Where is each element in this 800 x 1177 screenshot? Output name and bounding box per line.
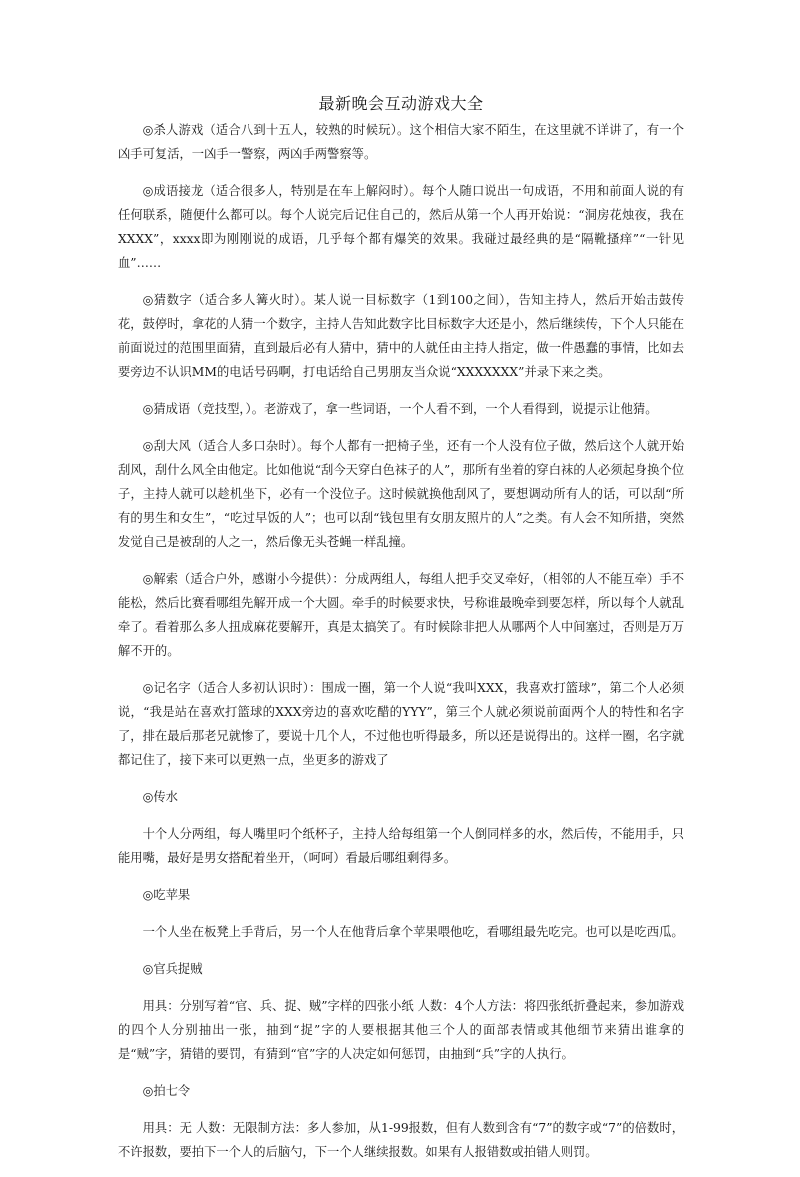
paragraph-idiom-chain: ◎成语接龙（适合很多人，特别是在车上解闷时）。每个人随口说出一句成语，不用和前面人说的有任何联系，随便什么都可以。每个人说完后记住自己的，然后从第一个人再开始说：“洞房花烛夜，我在XXXX”，xxxx即为刚刚说的成语，几乎每个都有爆笑的效果。我碰过最经典的是“隔靴搔痒”“一针见血”…… <box>118 184 684 270</box>
paragraph-strong-wind: ◎刮大风（适合人多口杂时）。每个人都有一把椅子坐，还有一个人没有位子做，然后这个人就开始刮风，刮什么风全由他定。比如他说“刮今天穿白色袜子的人”，那所有坐着的穿白袜的人必须起身换个位子，主持人就可以趁机坐下，必有一个没位子。这时候就换他刮风了，要想调动所有人的话，可以刮“所有的男生和女生”，“吃过早饭的人”；也可以刮“钱包里有女朋友照片的人”之类。有人会不知所措，突然发觉自己是被刮的人之一，然后像无头苍蝇一样乱撞。 <box>118 439 684 549</box>
paragraph-guess-idiom: ◎猜成语（竞技型，）。老游戏了，拿一些词语，一个人看不到，一个人看得到，说提示让他猜。 <box>142 402 658 416</box>
heading-pass-water: ◎传水 <box>142 790 178 804</box>
paragraph-catch-thief: 用具：分别写着“官、兵、捉、贼”字样的四张小纸 人数：4个人方法：将四张纸折叠起来，参加游戏的四个人分别抽出一张，抽到“捉”字的人要根据其他三个人的面部表情或其他细节来猜出谁拿的是“贼”字，猜错的要罚，有猜到“官”字的人决定如何惩罚，由抽到“兵”字的人执行。 <box>118 999 684 1061</box>
heading-eat-apple: ◎吃苹果 <box>142 888 191 902</box>
heading-clap-seven: ◎拍七令 <box>142 1084 191 1098</box>
heading-catch-thief: ◎官兵捉贼 <box>142 962 203 976</box>
paragraph-untie-rope: ◎解索（适合户外，感谢小今提供）：分成两组人，每组人把手交叉牵好，（相邻的人不能互牵）手不能松，然后比赛看哪组先解开成一个大圆。牵手的时候要求快，号称谁最晚牵到要怎样，所以每个人就乱牵了。看着那么多人扭成麻花要解开，真是太搞笑了。有时候除非把人从哪两个人中间塞过，否则是万万解不开的。 <box>118 572 684 658</box>
document-title: 最新晚会互动游戏大全 <box>318 94 484 113</box>
paragraph-pass-water: 十个人分两组，每人嘴里叼个纸杯子，主持人给每组第一个人倒同样多的水，然后传，不能用手，只能用嘴，最好是男女搭配着坐开，（呵呵）看最后哪组剩得多。 <box>118 827 684 865</box>
paragraph-remember-names: ◎记名字（适合人多初认识时）：围成一圈，第一个人说“我叫XXX，我喜欢打篮球”，第二个人必须说，“我是站在喜欢打篮球的XXX旁边的喜欢吃醋的YYY”，第三个人就必须说前面两个人的特性和名字了，排在最后那老兄就惨了，要说十几个人，不过他也听得最多，所以还是说得出的。这样一圈，名字就都记住了，接下来可以更熟一点，坐更多的游戏了 <box>118 681 684 767</box>
paragraph-killer-game: ◎杀人游戏（适合八到十五人，较熟的时候玩）。这个相信大家不陌生，在这里就不详讲了，有一个凶手可复活，一凶手一警察，两凶手两警察等。 <box>118 123 684 161</box>
paragraph-clap-seven: 用具：无 人数：无限制方法：多人参加，从1-99报数，但有人数到含有“7”的数字或“7”的倍数时，不许报数，要拍下一个人的后脑勺，下一个人继续报数。如果有人报错数或拍错人则罚。 <box>118 1121 684 1159</box>
document-page <box>118 94 684 1177</box>
paragraph-eat-apple: 一个人坐在板凳上手背后，另一个人在他背后拿个苹果喂他吃，看哪组最先吃完。也可以是吃西瓜。 <box>142 925 684 939</box>
paragraph-guess-number: ◎猜数字（适合多人篝火时）。某人说一目标数字（1到100之间），告知主持人，然后开始击鼓传花，鼓停时，拿花的人猜一个数字，主持人告知此数字比目标数字大还是小，然后继续传，下个人只能在前面说过的范围里面猜，直到最后必有人猜中，猜中的人就任由主持人指定，做一件愚蠢的事情，比如去要旁边不认识MM的电话号码啊，打电话给自己男朋友当众说“XXXXXXX”并录下来之类。 <box>118 293 684 379</box>
